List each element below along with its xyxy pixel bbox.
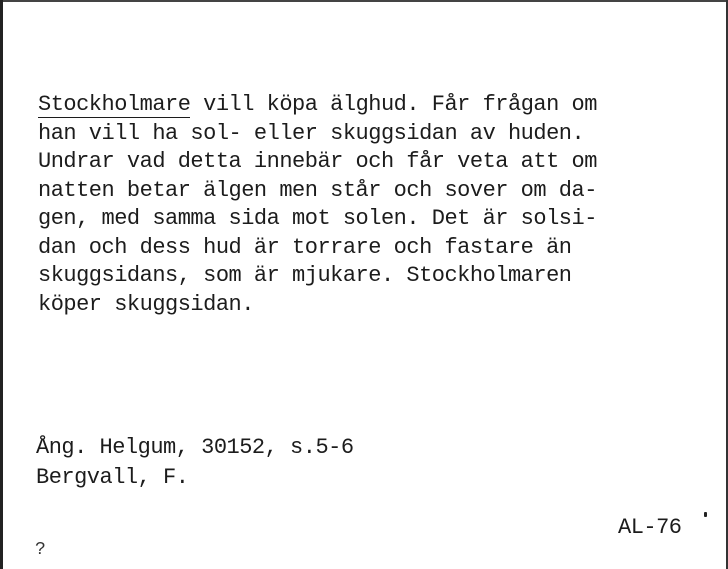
body-line-7: skuggsidans, som är mjukare. Stockholmaren: [38, 263, 572, 288]
card-top-edge: [0, 0, 728, 2]
card-id: AL-76: [618, 515, 682, 540]
body-line-2: han vill ha sol- eller skuggsidan av huden.: [38, 120, 585, 146]
source-line-2: Bergvall, F.: [36, 465, 189, 490]
body-line-4: natten betar älgen men står och sover om da-: [38, 177, 597, 203]
body-line-6: dan och dess hud är torrare och fastare än: [38, 234, 572, 260]
corner-mark: ?: [35, 540, 46, 560]
body-line-1: [38, 91, 597, 120]
card-body-text: [38, 91, 597, 319]
source-reference: [36, 433, 354, 493]
body-line-3: Undrar vad detta innebär och får veta att om: [38, 149, 597, 174]
source-line-1: Ång. Helgum, 30152, s.5-6: [36, 435, 354, 460]
body-line-1-rest: vill köpa älghud. Får frågan om: [203, 92, 597, 117]
headword: Stockholmare: [38, 92, 191, 117]
card-left-edge: [0, 0, 3, 569]
body-line-5: gen, med samma sida mot solen. Det är solsi-: [38, 206, 597, 231]
body-line-8: köper skuggsidan.: [38, 291, 254, 317]
ink-dot-mark: [704, 512, 707, 517]
